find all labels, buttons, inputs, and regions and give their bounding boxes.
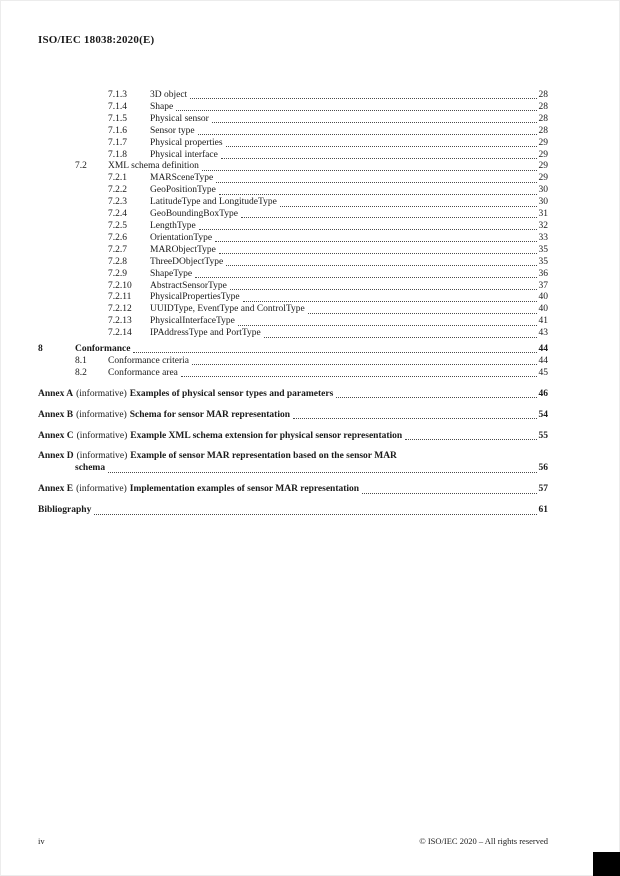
- toc-entry[interactable]: [38, 233, 548, 245]
- toc-entry-number: 7.2.3: [108, 197, 127, 208]
- toc-entry-page: 54: [538, 409, 548, 420]
- toc-entry-number: 7.1.3: [108, 90, 127, 100]
- annex-kind: (informative): [76, 451, 128, 462]
- copyright-notice: © ISO/IEC 2020 – All rights reserved: [419, 836, 548, 846]
- toc-entry-title: PhysicalPropertiesType: [150, 292, 240, 303]
- toc-entry-title: MARObjectType: [150, 244, 216, 255]
- toc-entry[interactable]: [38, 209, 548, 221]
- toc-annex-entry[interactable]: [38, 484, 548, 496]
- toc-entry-number: 7.1.7: [108, 137, 127, 148]
- toc-annex-entry[interactable]: [38, 451, 548, 463]
- bibliography-title: Bibliography: [38, 505, 92, 516]
- dotted-leader: [133, 352, 536, 353]
- toc-entry-title: Physical properties: [150, 137, 223, 148]
- toc-entry-page: 41: [538, 316, 548, 327]
- toc-annex-text: [38, 484, 359, 496]
- toc-entry-title: Conformance area: [108, 367, 178, 378]
- annex-kind: (informative): [76, 409, 127, 420]
- toc-entry-page: 45: [538, 367, 548, 378]
- dotted-leader: [221, 158, 537, 159]
- toc-entry-title: Physical interface: [150, 149, 218, 160]
- toc-annex-text: [38, 389, 333, 401]
- toc-entry-page: 33: [538, 232, 548, 243]
- toc-entry[interactable]: [38, 328, 548, 340]
- doc-id: ISO/IEC 18038:2020(E): [38, 34, 155, 46]
- toc-entry-title: AbstractSensorType: [150, 280, 227, 291]
- dotted-leader: [199, 229, 537, 230]
- toc-entry-page: 35: [538, 244, 548, 255]
- toc-annex-text: [38, 431, 402, 443]
- annex-kind: (informative): [76, 388, 127, 399]
- annex-label: Annex B: [38, 409, 74, 420]
- toc-entry-page: 44: [538, 344, 548, 355]
- toc-entry-title: Sensor type: [150, 125, 195, 136]
- toc-entry-title: LatitudeType and LongitudeType: [150, 197, 277, 208]
- dotted-leader: [215, 241, 536, 242]
- dotted-leader: [202, 170, 537, 171]
- toc-entry-page: 36: [538, 268, 548, 279]
- toc-entry-title: ThreeDObjectType: [150, 256, 224, 267]
- toc-annex-entry[interactable]: [38, 389, 548, 401]
- page-footer: [38, 836, 548, 846]
- toc-annex-entry[interactable]: [38, 431, 548, 443]
- dotted-leader: [219, 194, 537, 195]
- toc-entry-number: 7.2.7: [108, 244, 127, 255]
- dotted-leader: [308, 313, 537, 314]
- toc-entry-page: 29: [538, 137, 548, 148]
- toc-entry-number: 7.1.6: [108, 125, 127, 136]
- annex-title-continuation: schema: [75, 463, 106, 474]
- toc-entry-title: Shape: [150, 101, 174, 112]
- dotted-leader: [219, 253, 537, 254]
- toc-entry-page: 55: [538, 430, 548, 441]
- toc-entry-title: Conformance: [75, 344, 131, 355]
- toc-entry[interactable]: [38, 102, 548, 114]
- dotted-leader: [216, 182, 536, 183]
- toc-entry-page: 29: [538, 173, 548, 184]
- toc-entry[interactable]: [38, 150, 548, 162]
- annex-label: Annex E: [38, 484, 74, 495]
- toc-entry[interactable]: [38, 316, 548, 328]
- annex-title: Schema for sensor MAR representation: [129, 409, 291, 420]
- toc-entry-title: OrientationType: [150, 232, 213, 243]
- toc-entry[interactable]: [38, 90, 548, 102]
- toc-entry[interactable]: [38, 304, 548, 316]
- toc-entry-page: 61: [538, 505, 548, 516]
- toc-entry[interactable]: [38, 161, 548, 173]
- dotted-leader: [264, 337, 537, 338]
- toc-entry[interactable]: [38, 269, 548, 281]
- dotted-leader: [362, 493, 536, 494]
- toc-entry-page: 40: [538, 304, 548, 315]
- toc-entry-page: 29: [538, 161, 548, 172]
- toc-entry-page: 46: [538, 388, 548, 399]
- toc-entry[interactable]: [38, 114, 548, 126]
- annex-title: Example XML schema extension for physical sensor representation: [130, 430, 403, 441]
- dotted-leader: [280, 206, 537, 207]
- toc-entry-title: GeoPositionType: [150, 185, 216, 196]
- toc-entry-number: 7.2.1: [108, 173, 127, 184]
- toc-entry-title: ShapeType: [150, 268, 193, 279]
- dotted-leader: [192, 364, 537, 365]
- toc-entry[interactable]: [38, 281, 548, 293]
- toc-entry-title: XML schema definition: [108, 161, 199, 172]
- toc-entry-page: 28: [538, 90, 548, 100]
- dotted-leader: [94, 514, 536, 515]
- dotted-leader: [230, 289, 537, 290]
- toc-entry-page: 40: [538, 292, 548, 303]
- toc-entry-title: LengthType: [150, 220, 196, 231]
- toc-entry-title: 3D object: [150, 90, 188, 100]
- toc-entry[interactable]: [38, 138, 548, 150]
- toc-entry-number: 7.2.6: [108, 232, 127, 243]
- toc-entry[interactable]: [38, 245, 548, 257]
- toc-entry-number: 8.2: [75, 367, 87, 378]
- toc-bibliography-entry[interactable]: [38, 505, 548, 517]
- toc-annex-entry-continuation[interactable]: [38, 463, 548, 475]
- annex-label: Annex C: [38, 430, 74, 441]
- toc-entry[interactable]: [38, 185, 548, 197]
- toc-entry-number: 7.2: [75, 161, 87, 172]
- toc-entry-page: 44: [538, 355, 548, 366]
- toc-entry-number: 7.2.14: [108, 328, 132, 339]
- dotted-leader: [405, 439, 536, 440]
- dotted-leader: [195, 277, 536, 278]
- toc-entry-page: 31: [538, 209, 548, 220]
- toc-entry[interactable]: [38, 221, 548, 233]
- table-of-contents: [38, 90, 548, 517]
- toc-entry-page: 56: [538, 463, 548, 474]
- toc-entry[interactable]: [38, 126, 548, 138]
- dotted-leader: [190, 98, 536, 99]
- annex-kind: (informative): [76, 484, 127, 495]
- dotted-leader: [243, 301, 537, 302]
- dotted-leader: [212, 122, 537, 123]
- toc-entry-page: 29: [538, 149, 548, 160]
- document-header: [38, 34, 154, 46]
- toc-annex-text: [38, 451, 397, 463]
- toc-entry-number: 7.2.11: [108, 292, 132, 303]
- toc-entry[interactable]: [38, 292, 548, 304]
- toc-entry-page: 43: [538, 328, 548, 339]
- toc-entry-number: 7.2.2: [108, 185, 127, 196]
- toc-entry-page: 37: [538, 280, 548, 291]
- toc-annex-text: [38, 410, 290, 422]
- annex-title: Examples of physical sensor types and parameters: [129, 388, 334, 399]
- page-corner-mark: [593, 852, 620, 876]
- toc-entry-number: 7.2.5: [108, 220, 127, 231]
- toc-entry-title: IPAddressType and PortType: [150, 328, 261, 339]
- dotted-leader: [198, 134, 537, 135]
- toc-entry-number: 8: [38, 344, 43, 355]
- toc-entry-number: 7.1.5: [108, 113, 127, 124]
- toc-entry-number: 7.2.12: [108, 304, 132, 315]
- toc-entry-number: 7.2.9: [108, 268, 127, 279]
- annex-title: Example of sensor MAR representation based on the sensor MAR: [130, 451, 397, 462]
- toc-entry-number: 7.2.13: [108, 316, 132, 327]
- toc-entry-number: 7.2.10: [108, 280, 132, 291]
- toc-entry[interactable]: [38, 344, 548, 356]
- annex-label: Annex A: [38, 388, 74, 399]
- dotted-leader: [226, 146, 537, 147]
- toc-entry-page: 32: [538, 220, 548, 231]
- dotted-leader: [238, 325, 537, 326]
- dotted-leader: [241, 217, 537, 218]
- toc-entry-title: UUIDType, EventType and ControlType: [150, 304, 305, 315]
- toc-entry-number: 7.2.8: [108, 256, 127, 267]
- annex-title: Implementation examples of sensor MAR representation: [129, 484, 360, 495]
- toc-entry-title: GeoBoundingBoxType: [150, 209, 238, 220]
- page-number-label: iv: [38, 836, 45, 846]
- toc-entry[interactable]: [38, 257, 548, 269]
- toc-entry-page: 30: [538, 197, 548, 208]
- dotted-leader: [176, 110, 536, 111]
- dotted-leader: [226, 265, 536, 266]
- toc-entry-page: 30: [538, 185, 548, 196]
- dotted-leader: [181, 376, 537, 377]
- toc-entry-page: 57: [538, 484, 548, 495]
- toc-entry[interactable]: [38, 368, 548, 380]
- toc-entry-title: PhysicalInterfaceType: [150, 316, 235, 327]
- toc-entry-page: 28: [538, 101, 548, 112]
- toc-entry[interactable]: [38, 356, 548, 368]
- dotted-leader: [336, 397, 536, 398]
- toc-entry-title: Conformance criteria: [108, 355, 189, 366]
- toc-entry-title: Physical sensor: [150, 113, 209, 124]
- toc-entry-number: 7.1.4: [108, 101, 127, 112]
- toc-entry-page: 28: [538, 113, 548, 124]
- toc-entry[interactable]: [38, 173, 548, 185]
- toc-entry-page: 28: [538, 125, 548, 136]
- toc-entry-page: 35: [538, 256, 548, 267]
- toc-entry-number: 8.1: [75, 355, 87, 366]
- annex-label: Annex D: [38, 451, 74, 462]
- toc-entry-title: MARSceneType: [150, 173, 214, 184]
- annex-kind: (informative): [76, 430, 128, 441]
- toc-annex-entry[interactable]: [38, 410, 548, 422]
- toc-entry[interactable]: [38, 197, 548, 209]
- dotted-leader: [293, 418, 536, 419]
- toc-entry-number: 7.1.8: [108, 149, 127, 160]
- dotted-leader: [108, 472, 536, 473]
- toc-entry-number: 7.2.4: [108, 209, 127, 220]
